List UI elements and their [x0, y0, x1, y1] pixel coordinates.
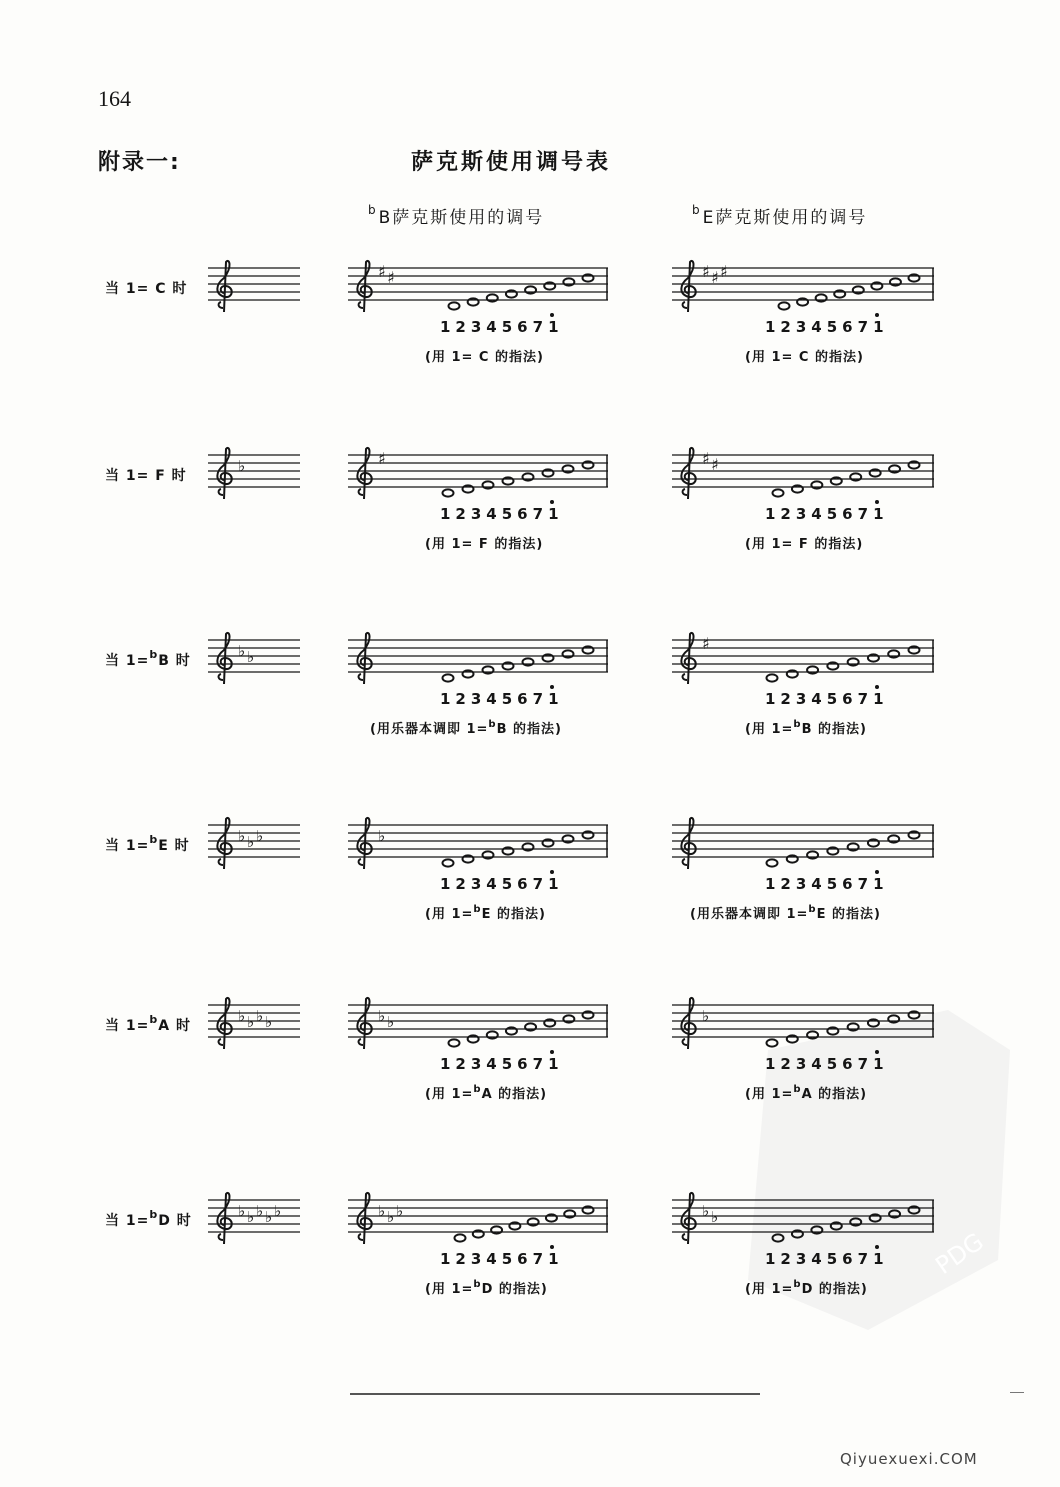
flat-mark: b: [473, 904, 482, 915]
fingering-note: [745, 1278, 868, 1297]
fingering-suffix: B 的指法): [801, 722, 867, 737]
sharp-icon: ♯: [702, 449, 710, 468]
row-label-prefix: 当 1=: [105, 468, 156, 484]
flat-icon: ♭: [265, 1208, 273, 1226]
treble-clef-icon: [681, 998, 695, 1049]
scale-note: [443, 859, 454, 866]
fingering-note: [370, 718, 562, 737]
scale-note: [767, 1039, 778, 1046]
scale-numbers: [765, 1250, 889, 1268]
fingering-prefix: (用 1=: [425, 1087, 474, 1102]
treble-clef-icon: [357, 448, 371, 499]
scale-note: [449, 1039, 460, 1046]
column-header-bb-sax: [368, 203, 544, 228]
flat-mark: b: [149, 833, 159, 846]
flat-mark: b: [473, 1084, 482, 1095]
row-label-prefix: 当 1=: [105, 281, 156, 297]
fingering-prefix: (用 1=: [425, 907, 474, 922]
footer-rule: [350, 1393, 760, 1395]
fingering-suffix: D 的指法): [801, 1282, 868, 1297]
fingering-prefix: (用乐器本调即 1=: [370, 722, 489, 737]
scale-note: [443, 674, 454, 681]
eb-sax-staff: [672, 628, 934, 688]
scale-degrees: 1234567: [765, 1055, 874, 1073]
row-label-prefix: 当 1=: [105, 1018, 150, 1034]
sharp-icon: ♯: [387, 268, 395, 287]
scale-degrees: 1234567: [440, 1250, 549, 1268]
flat-icon: ♭: [256, 1007, 264, 1025]
column-header-text: E萨克斯使用的调号: [702, 208, 868, 228]
appendix-label: 附录一:: [98, 150, 181, 175]
treble-clef-icon: [357, 818, 371, 869]
flat-icon: ♭: [256, 827, 264, 845]
flat-mark: b: [149, 648, 159, 661]
treble-clef-icon: [681, 818, 695, 869]
scale-degree-high: 1: [873, 875, 889, 893]
fingering-note: [745, 1083, 867, 1102]
row-label: [105, 833, 190, 855]
fingering-prefix: (用 1=: [745, 722, 794, 737]
page-title: 萨克斯使用调号表: [411, 150, 612, 175]
flat-icon: ♭: [265, 1013, 273, 1031]
row-label-key: A 时: [158, 1018, 191, 1034]
flat-icon: ♭: [274, 1202, 282, 1220]
fingering-text: (用 1= F 的指法): [745, 537, 864, 552]
bb-sax-staff: [348, 628, 608, 688]
flat-mark: b: [473, 1279, 482, 1290]
scale-note: [779, 302, 790, 309]
scale-degree-high: 1: [548, 318, 564, 336]
flat-icon: ♭: [378, 827, 386, 845]
row-label-prefix: 当 1=: [105, 1213, 150, 1229]
scale-degree-high: 1: [873, 505, 889, 523]
scale-note: [443, 489, 454, 496]
flat-mark: b: [793, 1084, 802, 1095]
fingering-text: (用 1= C 的指法): [425, 350, 544, 365]
column-header-text: B萨克斯使用的调号: [378, 208, 545, 228]
fingering-note: [425, 533, 543, 552]
scale-degree-high: 1: [873, 1055, 889, 1073]
treble-clef-icon: [217, 818, 231, 869]
flat-icon: ♭: [247, 1208, 255, 1226]
eb-sax-staff: [672, 1188, 934, 1248]
concert-key-staff: [208, 1188, 300, 1248]
flat-icon: ♭: [396, 1202, 404, 1220]
fingering-prefix: (用 1=: [745, 1282, 794, 1297]
bb-sax-staff: [348, 1188, 608, 1248]
bb-sax-staff: [348, 256, 608, 316]
flat-icon: ♭: [702, 1007, 710, 1025]
treble-clef-icon: [217, 1193, 231, 1244]
flat-mark: b: [692, 203, 702, 217]
watermark-text: PDG: [930, 1227, 989, 1280]
fingering-text: (用 1= C 的指法): [745, 350, 864, 365]
concert-key-staff: [208, 628, 300, 688]
treble-clef-icon: [217, 633, 231, 684]
fingering-suffix: A 的指法): [801, 1087, 868, 1102]
flat-icon: ♭: [247, 1013, 255, 1031]
flat-mark: b: [149, 1013, 159, 1026]
row-label: [105, 276, 187, 298]
flat-icon: ♭: [238, 1202, 246, 1220]
scale-note: [773, 1234, 784, 1241]
scale-degrees: 1234567: [440, 690, 549, 708]
row-label: [105, 648, 191, 670]
scale-numbers: [765, 875, 889, 893]
treble-clef-icon: [681, 1193, 695, 1244]
treble-clef-icon: [357, 261, 371, 312]
treble-clef-icon: [357, 1193, 371, 1244]
fingering-note: [425, 1278, 548, 1297]
eb-sax-staff: [672, 993, 934, 1053]
scale-degrees: 1234567: [765, 875, 874, 893]
flat-icon: ♭: [702, 1202, 710, 1220]
treble-clef-icon: [217, 448, 231, 499]
flat-icon: ♭: [247, 648, 255, 666]
flat-icon: ♭: [247, 833, 255, 851]
scale-numbers: [440, 1250, 564, 1268]
scale-numbers: [765, 690, 889, 708]
row-label-key: B 时: [158, 653, 191, 669]
scale-degree-high: 1: [548, 1055, 564, 1073]
scale-numbers: [440, 690, 564, 708]
scale-numbers: [440, 318, 564, 336]
concert-key-staff: [208, 256, 300, 316]
flat-icon: ♭: [238, 457, 246, 475]
flat-mark: b: [149, 1208, 159, 1221]
fingering-prefix: (用 1=: [425, 1282, 474, 1297]
flat-icon: ♭: [238, 827, 246, 845]
fingering-note: [425, 346, 544, 365]
site-watermark: Qiyuexuexi.COM: [840, 1450, 978, 1468]
flat-mark: b: [808, 904, 817, 915]
scale-degree-high: 1: [548, 1250, 564, 1268]
scale-degree-high: 1: [873, 1250, 889, 1268]
scale-numbers: [440, 875, 564, 893]
fingering-prefix: (用 1=: [745, 1087, 794, 1102]
fingering-note: [425, 1083, 547, 1102]
scale-degrees: 1234567: [440, 1055, 549, 1073]
concert-key-staff: [208, 813, 300, 873]
sharp-icon: ♯: [720, 262, 728, 281]
eb-sax-staff: [672, 813, 934, 873]
fingering-suffix: A 的指法): [481, 1087, 548, 1102]
row-label: [105, 1208, 192, 1230]
flat-icon: ♭: [387, 1013, 395, 1031]
scale-numbers: [765, 318, 889, 336]
treble-clef-icon: [357, 998, 371, 1049]
fingering-note: [745, 533, 863, 552]
scale-degrees: 1234567: [765, 1250, 874, 1268]
treble-clef-icon: [681, 633, 695, 684]
sharp-icon: ♯: [711, 455, 719, 474]
fingering-note: [425, 903, 546, 922]
scale-numbers: [765, 1055, 889, 1073]
fingering-suffix: E 的指法): [816, 907, 881, 922]
flat-icon: ♭: [711, 1208, 719, 1226]
scale-note: [773, 489, 784, 496]
eb-sax-staff: [672, 256, 934, 316]
page-number: 164: [98, 86, 131, 111]
fingering-note: [745, 718, 867, 737]
sharp-icon: ♯: [711, 268, 719, 287]
column-header-eb-sax: [692, 203, 867, 228]
treble-clef-icon: [357, 633, 371, 684]
scale-degree-high: 1: [873, 690, 889, 708]
scale-note: [767, 674, 778, 681]
flat-mark: b: [793, 1279, 802, 1290]
scale-note: [455, 1234, 466, 1241]
bb-sax-staff: [348, 443, 608, 503]
row-label-key: E 时: [158, 838, 190, 854]
sharp-icon: ♯: [378, 449, 386, 468]
scale-degrees: 1234567: [440, 318, 549, 336]
row-label-key: D 时: [158, 1213, 192, 1229]
bb-sax-staff: [348, 813, 608, 873]
row-label-key: C 时: [155, 281, 188, 297]
fingering-note: [690, 903, 881, 922]
treble-clef-icon: [217, 261, 231, 312]
bb-sax-staff: [348, 993, 608, 1053]
fingering-suffix: D 的指法): [481, 1282, 548, 1297]
flat-mark: b: [793, 719, 802, 730]
row-label-key: F 时: [155, 468, 187, 484]
flat-icon: ♭: [256, 1202, 264, 1220]
scale-degree-high: 1: [873, 318, 889, 336]
row-label: [105, 1013, 191, 1035]
flat-icon: ♭: [378, 1202, 386, 1220]
scale-degrees: 1234567: [440, 505, 549, 523]
scale-degrees: 1234567: [440, 875, 549, 893]
scale-numbers: [440, 1055, 564, 1073]
row-label: [105, 463, 187, 485]
scale-numbers: [765, 505, 889, 523]
scale-degrees: 1234567: [765, 690, 874, 708]
fingering-suffix: B 的指法): [496, 722, 562, 737]
row-label-prefix: 当 1=: [105, 838, 150, 854]
scale-degree-high: 1: [548, 690, 564, 708]
flat-icon: ♭: [238, 642, 246, 660]
fingering-suffix: E 的指法): [481, 907, 546, 922]
footer-tick: [1010, 1392, 1024, 1393]
fingering-note: [745, 346, 864, 365]
scale-degrees: 1234567: [765, 318, 874, 336]
fingering-prefix: (用乐器本调即 1=: [690, 907, 809, 922]
flat-icon: ♭: [378, 1007, 386, 1025]
flat-mark: b: [368, 203, 378, 217]
scale-degrees: 1234567: [765, 505, 874, 523]
sharp-icon: ♯: [702, 262, 710, 281]
flat-icon: ♭: [238, 1007, 246, 1025]
sharp-icon: ♯: [702, 634, 710, 653]
sharp-icon: ♯: [378, 262, 386, 281]
fingering-text: (用 1= F 的指法): [425, 537, 544, 552]
scale-note: [767, 859, 778, 866]
treble-clef-icon: [217, 998, 231, 1049]
flat-mark: b: [488, 719, 497, 730]
concert-key-staff: [208, 443, 300, 503]
treble-clef-icon: [681, 448, 695, 499]
treble-clef-icon: [681, 261, 695, 312]
row-label-prefix: 当 1=: [105, 653, 150, 669]
flat-icon: ♭: [387, 1208, 395, 1226]
concert-key-staff: [208, 993, 300, 1053]
scale-degree-high: 1: [548, 875, 564, 893]
eb-sax-staff: [672, 443, 934, 503]
scale-degree-high: 1: [548, 505, 564, 523]
scale-note: [449, 302, 460, 309]
scale-numbers: [440, 505, 564, 523]
